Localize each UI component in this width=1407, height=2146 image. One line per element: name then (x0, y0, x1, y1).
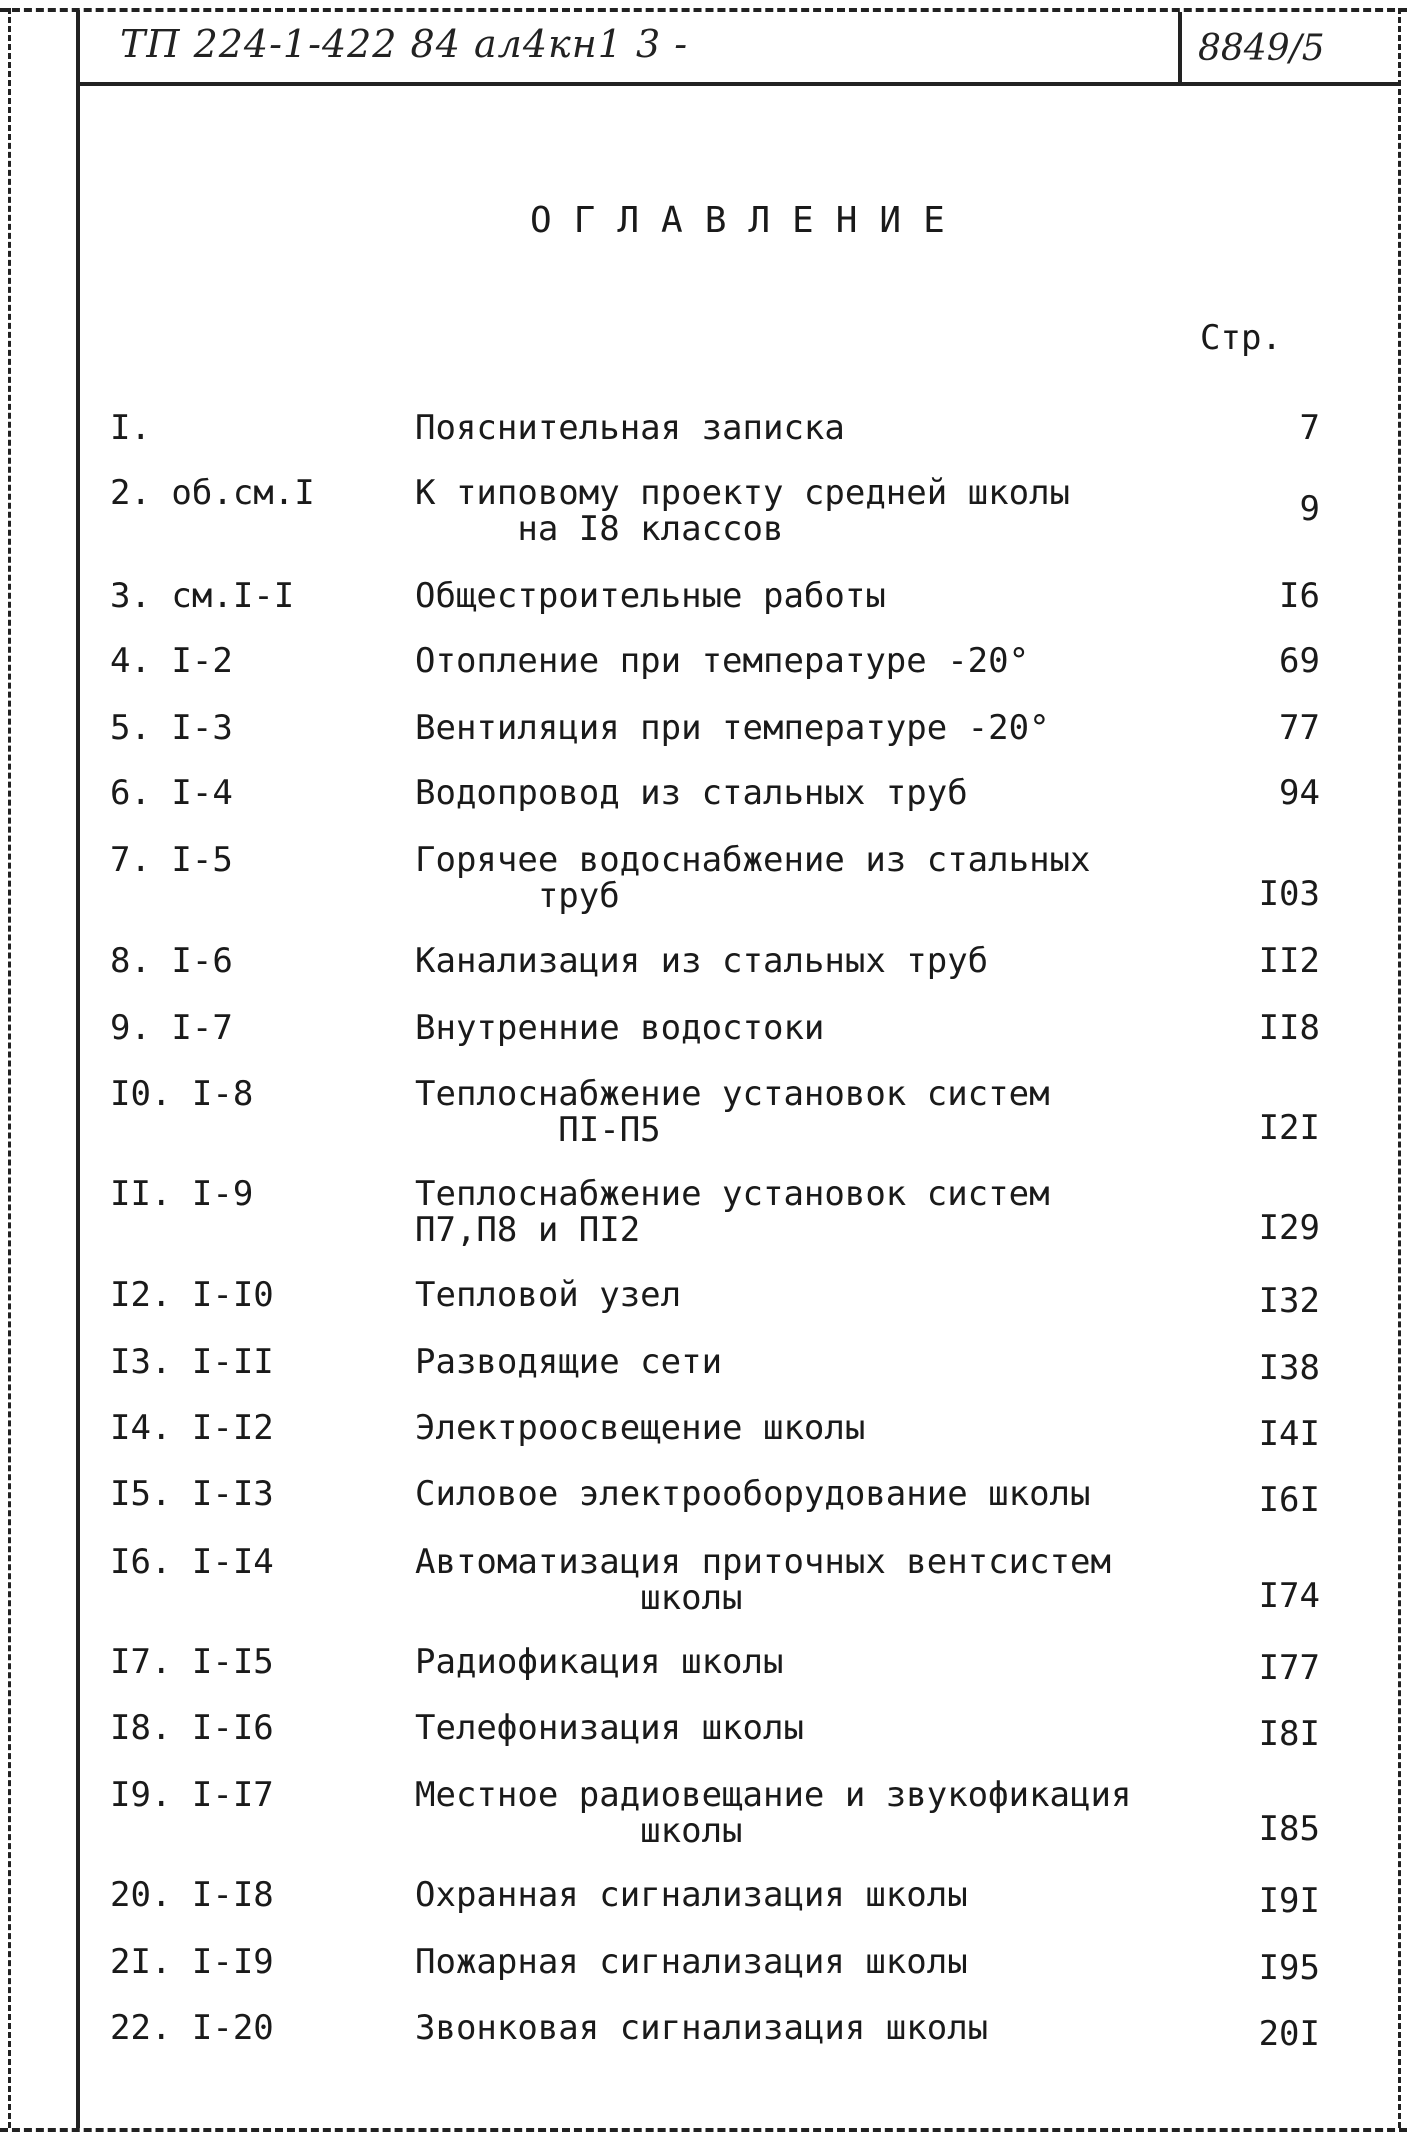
toc-section-title: Радиофикация школы (415, 1642, 784, 1682)
toc-section-number: I7. I-I5 (110, 1642, 274, 1682)
toc-section-title: Теплоснабжение установок систем П7,П8 и ПI2 (415, 1174, 1050, 1250)
document-code: ТП 224-1-422 84 ал4кн1 3 - (120, 22, 689, 66)
toc-section-title: Водопровод из стальных труб (415, 773, 968, 813)
page-column-header: Стр. (1200, 318, 1282, 358)
toc-section-number: I9. I-I7 (110, 1775, 274, 1815)
toc-section-title: Автоматизация приточных вентсистем школы (415, 1542, 1111, 1618)
toc-section-number: 4. I-2 (110, 641, 233, 681)
toc-section-title: Горячее водоснабжение из стальных труб (415, 840, 1091, 916)
toc-section-title: Силовое электрооборудование школы (415, 1474, 1091, 1514)
toc-section-title: Общестроительные работы (415, 576, 886, 616)
page-title: ОГЛАВЛЕНИЕ (530, 200, 967, 241)
toc-page-number: I03 (1258, 874, 1320, 914)
toc-section-number: 5. I-3 (110, 708, 233, 748)
toc-section-title: Охранная сигнализация школы (415, 1875, 968, 1915)
toc-section-number: I6. I-I4 (110, 1542, 274, 1582)
toc-section-title: Вентиляция при температуре -20° (415, 708, 1050, 748)
toc-section-number: 2I. I-I9 (110, 1942, 274, 1982)
toc-section-number: I0. I-8 (110, 1074, 254, 1114)
toc-section-number: 6. I-4 (110, 773, 233, 813)
toc-page-number: I6I (1258, 1480, 1320, 1520)
toc-page-number: 69 (1279, 641, 1320, 681)
toc-page-number: I32 (1258, 1281, 1320, 1321)
toc-page-number: I38 (1258, 1348, 1320, 1388)
toc-section-number: 9. I-7 (110, 1008, 233, 1048)
toc-section-title: Тепловой узел (415, 1275, 682, 1315)
toc-section-number: 8. I-6 (110, 941, 233, 981)
toc-page-number: I29 (1258, 1208, 1320, 1248)
toc-section-number: I5. I-I3 (110, 1474, 274, 1514)
toc-page-number: II2 (1258, 941, 1320, 981)
toc-page-number: 20I (1258, 2014, 1320, 2054)
toc-section-number: I3. I-II (110, 1342, 274, 1382)
toc-section-number: 2. об.см.I (110, 473, 315, 513)
toc-section-title: Телефонизация школы (415, 1708, 804, 1748)
toc-section-number: I4. I-I2 (110, 1408, 274, 1448)
toc-section-number: I. (110, 408, 151, 448)
toc-section-number: 7. I-5 (110, 840, 233, 880)
toc-section-title: Внутренние водостоки (415, 1008, 825, 1048)
toc-section-number: 22. I-20 (110, 2008, 274, 2048)
toc-section-title: Звонковая сигнализация школы (415, 2008, 989, 2048)
toc-section-title: Пожарная сигнализация школы (415, 1942, 968, 1982)
toc-section-title: Канализация из стальных труб (415, 941, 989, 981)
toc-page-number: I77 (1258, 1648, 1320, 1688)
toc-section-title: К типовому проекту средней школы на I8 классов (415, 473, 1071, 549)
toc-page-number: I85 (1258, 1809, 1320, 1849)
toc-page-number: I2I (1258, 1108, 1320, 1148)
toc-section-number: I2. I-I0 (110, 1275, 274, 1315)
toc-page-number: I95 (1258, 1948, 1320, 1988)
toc-page-number: 7 (1299, 408, 1320, 448)
toc-page-number: 77 (1279, 708, 1320, 748)
toc-section-number: 20. I-I8 (110, 1875, 274, 1915)
toc-section-title: Местное радиовещание и звукофикация школы (415, 1775, 1132, 1851)
toc-page-number: 9 (1299, 489, 1320, 529)
toc-section-title: Разводящие сети (415, 1342, 723, 1382)
toc-page-number: I6 (1279, 576, 1320, 616)
toc-section-title: Теплоснабжение установок систем ПI-П5 (415, 1074, 1050, 1150)
toc-section-title: Отопление при температуре -20° (415, 641, 1030, 681)
toc-page-number: 94 (1279, 773, 1320, 813)
toc-page-number: I8I (1258, 1714, 1320, 1754)
toc-page-number: I74 (1258, 1576, 1320, 1616)
toc-page-number: I9I (1258, 1881, 1320, 1921)
toc-section-title: Электроосвещение школы (415, 1408, 866, 1448)
toc-section-title: Пояснительная записка (415, 408, 845, 448)
toc-section-number: II. I-9 (110, 1174, 254, 1214)
document-number: 8849/5 (1198, 28, 1325, 69)
toc-page-number: II8 (1258, 1008, 1320, 1048)
toc-section-number: 3. см.I-I (110, 576, 295, 616)
toc-page-number: I4I (1258, 1414, 1320, 1454)
toc-section-number: I8. I-I6 (110, 1708, 274, 1748)
